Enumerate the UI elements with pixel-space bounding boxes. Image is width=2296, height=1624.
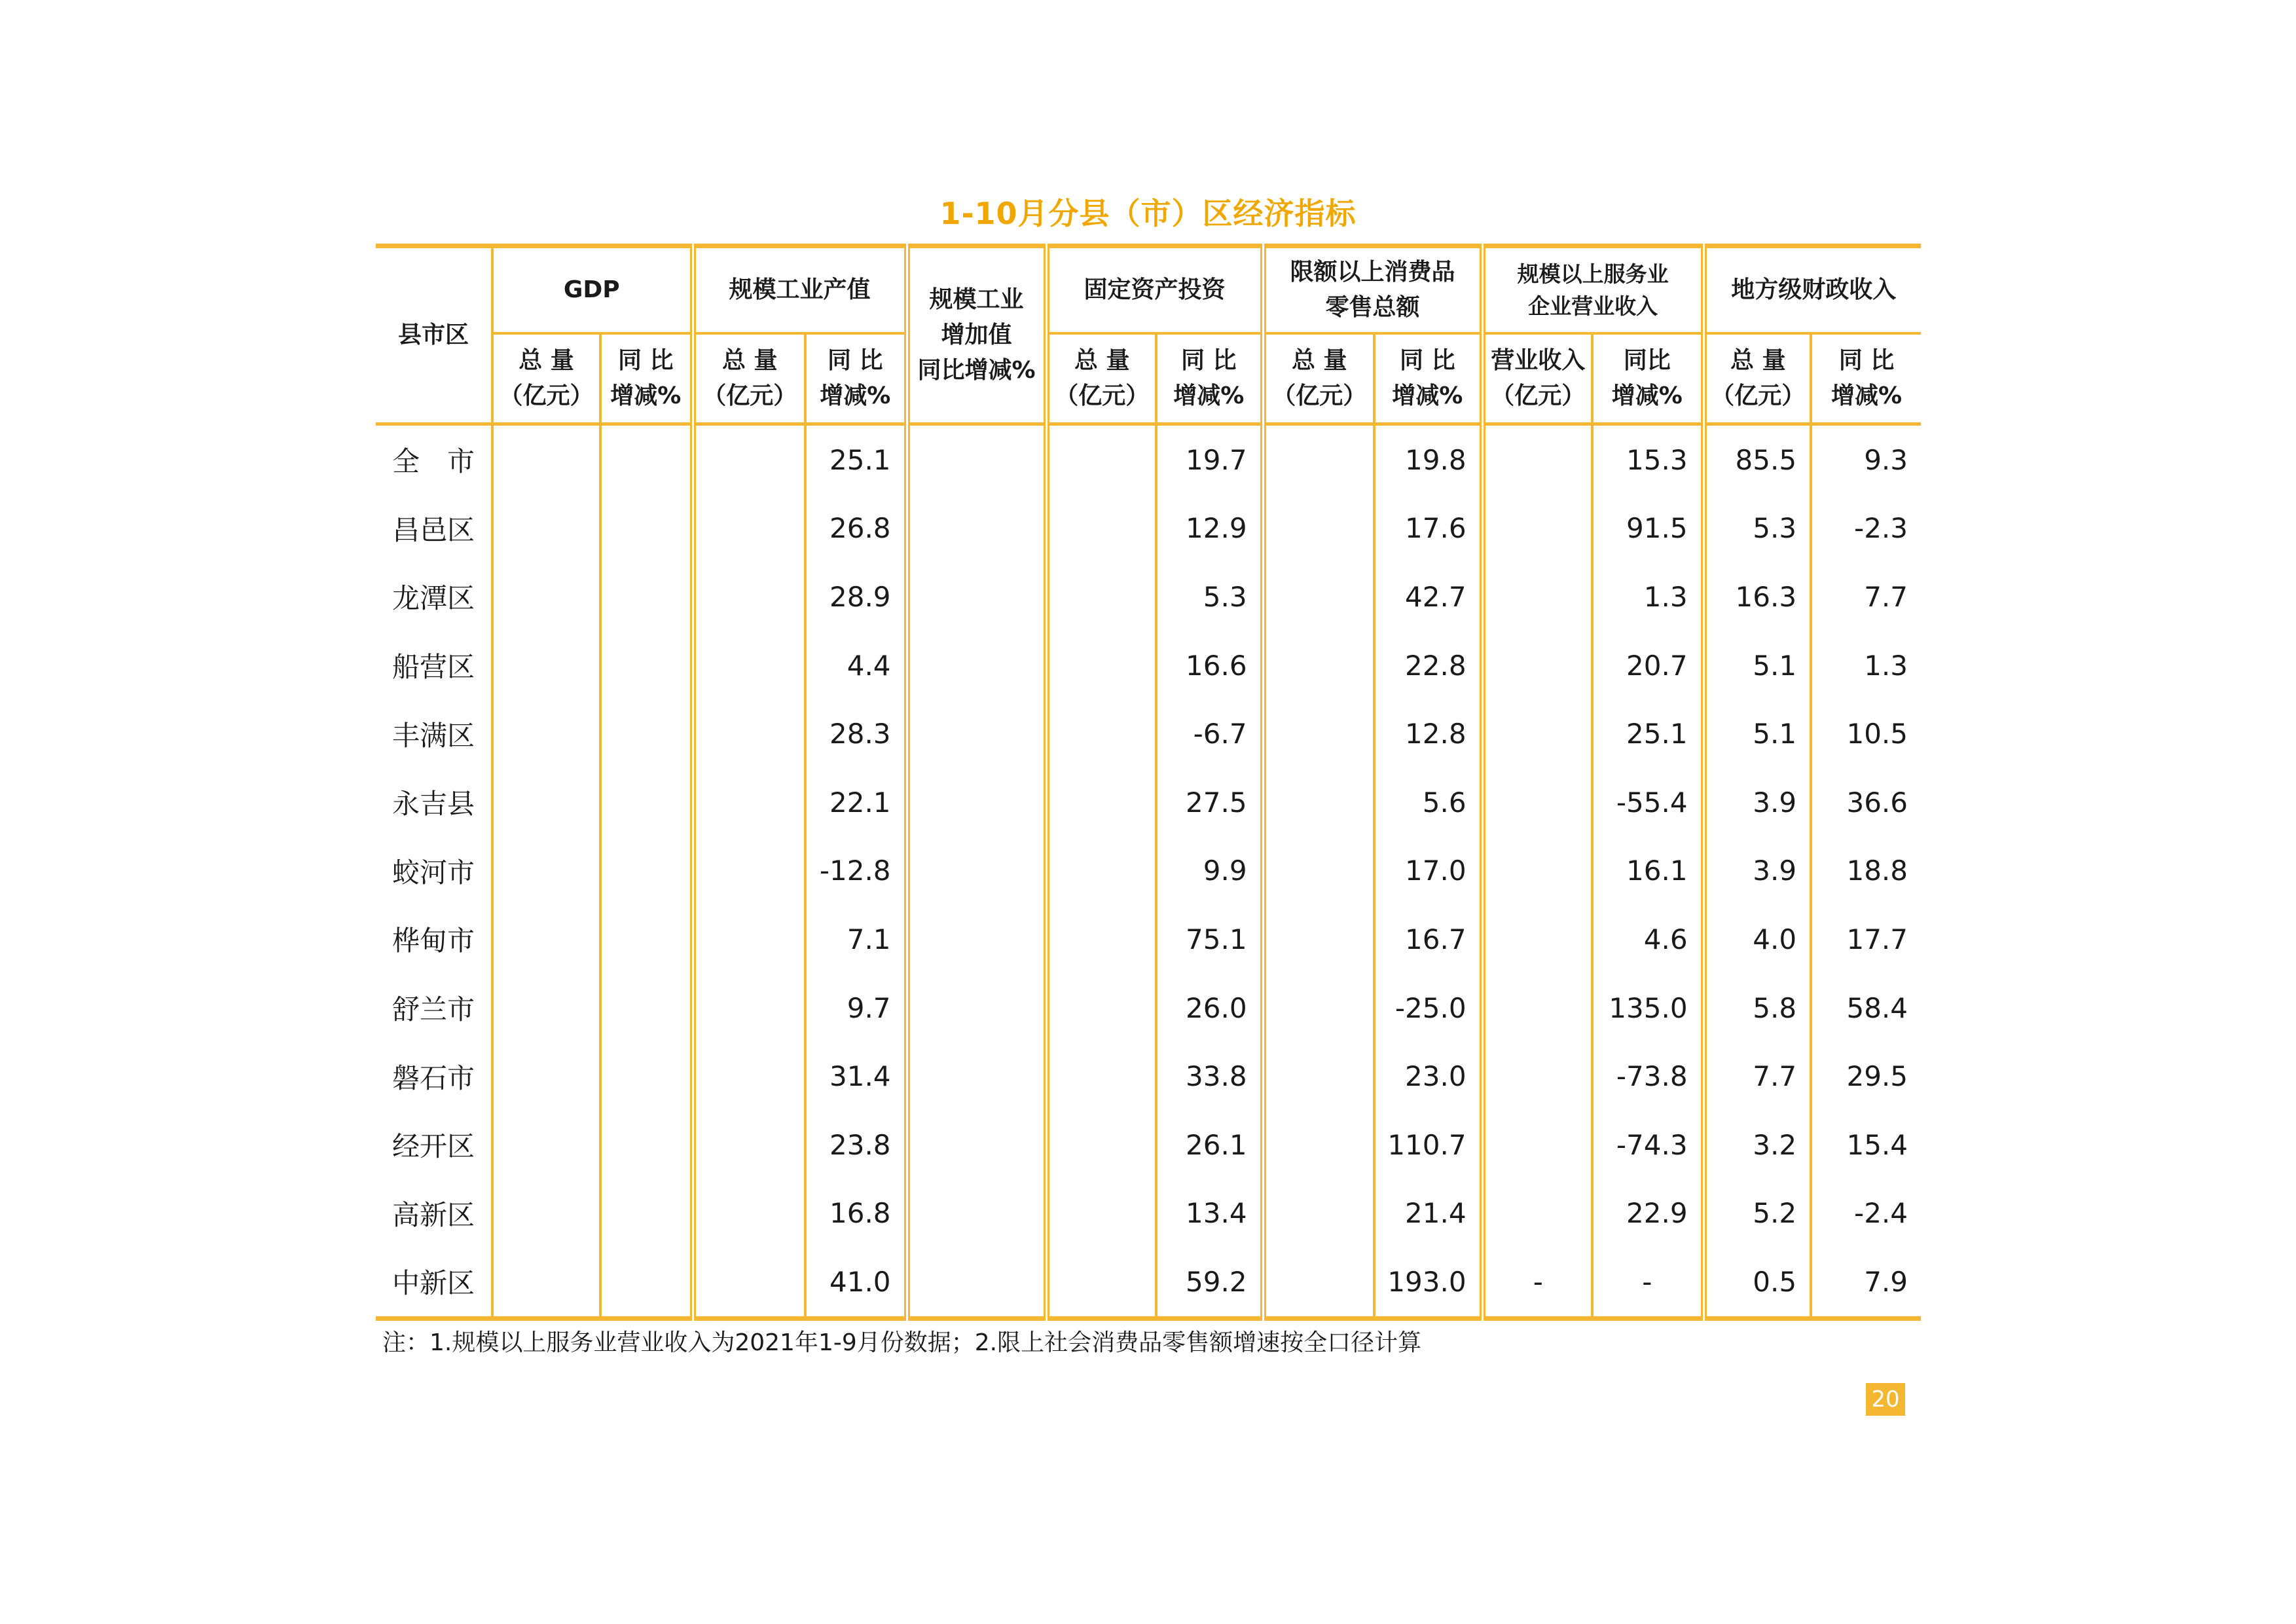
empty-cell <box>1263 563 1374 631</box>
empty-cell <box>492 1042 600 1111</box>
empty-cell <box>907 699 1046 768</box>
value-cell: 5.3 <box>1156 563 1263 631</box>
region-cell: 中新区 <box>376 1247 492 1318</box>
empty-cell <box>693 837 805 906</box>
value-cell: 1.3 <box>1864 649 1908 682</box>
empty-cell <box>600 768 693 837</box>
empty-cell <box>492 905 600 974</box>
value-cell: 16.3 <box>1704 563 1811 631</box>
value-cell: 5.1 <box>1704 631 1811 700</box>
value-cell: 16.8 <box>805 1179 907 1248</box>
value-cell: 1.3 <box>1592 563 1704 631</box>
table-row <box>376 1111 1921 1179</box>
empty-cell <box>693 974 805 1043</box>
header-industrial-added: 规模工业 增加值 同比增减% <box>907 246 1046 424</box>
empty-cell <box>1046 563 1156 631</box>
region-cell: 船营区 <box>376 631 492 700</box>
empty-cell <box>1046 699 1156 768</box>
region-cell: 全 市 <box>376 424 492 494</box>
value-cell: 7.9 <box>1811 1247 1921 1318</box>
value-cell: 5.8 <box>1704 974 1811 1043</box>
header-industrial-output: 规模工业产值 <box>693 246 907 334</box>
empty-cell <box>600 424 693 494</box>
table-row <box>376 1042 1921 1111</box>
empty-cell <box>600 1111 693 1179</box>
table-row <box>376 837 1921 906</box>
empty-cell <box>1046 974 1156 1043</box>
value-cell: 22.9 <box>1592 1179 1704 1248</box>
header-retail-sales: 限额以上消费品 零售总额 <box>1263 246 1482 334</box>
empty-cell <box>1046 905 1156 974</box>
value-cell: 27.5 <box>1156 768 1263 837</box>
empty-cell <box>1263 1042 1374 1111</box>
value-cell <box>1482 631 1592 700</box>
empty-cell <box>1263 974 1374 1043</box>
subheader-total: 总 量 （亿元） <box>693 333 805 424</box>
page-title: 1-10月分县（市）区经济指标 <box>939 196 1357 231</box>
value-cell: 28.3 <box>805 699 907 768</box>
subheader-total: 总 量 （亿元） <box>1704 333 1811 424</box>
empty-cell <box>907 1042 1046 1111</box>
empty-cell <box>600 631 693 700</box>
empty-cell <box>907 905 1046 974</box>
header-region: 县市区 <box>376 246 492 424</box>
value-cell: -6.7 <box>1156 699 1263 768</box>
empty-cell <box>600 494 693 563</box>
value-cell <box>1482 905 1592 974</box>
empty-cell <box>492 768 600 837</box>
empty-cell <box>600 699 693 768</box>
value-cell: 5.1 <box>1704 699 1811 768</box>
empty-cell <box>693 631 805 700</box>
empty-cell <box>693 1111 805 1179</box>
empty-cell <box>1046 1179 1156 1248</box>
empty-cell <box>907 974 1046 1043</box>
value-cell: 19.8 <box>1374 424 1482 494</box>
value-cell: 10.5 <box>1846 718 1908 750</box>
value-cell: - <box>1482 1247 1592 1318</box>
region-cell: 磐石市 <box>376 1042 492 1111</box>
table-row <box>376 494 1921 563</box>
region-cell: 经开区 <box>376 1111 492 1179</box>
subheader-total: 总 量 （亿元） <box>492 333 600 424</box>
value-cell: 17.0 <box>1374 837 1482 906</box>
value-cell: 4.0 <box>1704 905 1811 974</box>
empty-cell <box>693 1247 805 1318</box>
value-cell <box>1482 768 1592 837</box>
value-cell: -2.3 <box>1854 512 1908 545</box>
table-row <box>376 699 1921 768</box>
value-cell <box>1482 494 1592 563</box>
header-fixed-investment: 固定资产投资 <box>1046 246 1263 334</box>
empty-cell <box>907 1111 1046 1179</box>
header-gdp: GDP <box>492 246 693 334</box>
empty-cell <box>1046 631 1156 700</box>
table-row <box>376 1247 1921 1318</box>
value-cell: 4.6 <box>1592 905 1704 974</box>
table-row <box>376 631 1921 700</box>
page-number: 20 <box>1866 1383 1905 1416</box>
empty-cell <box>1046 424 1156 494</box>
table-body <box>376 424 1921 1319</box>
empty-cell <box>693 699 805 768</box>
subheader-total: 总 量 （亿元） <box>1263 333 1374 424</box>
value-cell: 12.8 <box>1374 699 1482 768</box>
value-cell: 26.1 <box>1156 1111 1263 1179</box>
empty-cell <box>600 1042 693 1111</box>
value-cell: 16.6 <box>1156 631 1263 700</box>
value-cell: 9.9 <box>1156 837 1263 906</box>
value-cell: 21.4 <box>1374 1179 1482 1248</box>
empty-cell <box>1263 494 1374 563</box>
empty-cell <box>492 974 600 1043</box>
value-cell: -73.8 <box>1592 1042 1704 1111</box>
empty-cell <box>1263 1179 1374 1248</box>
value-cell: 4.4 <box>805 631 907 700</box>
empty-cell <box>492 699 600 768</box>
region-cell: 蛟河市 <box>376 837 492 906</box>
empty-cell <box>1263 1111 1374 1179</box>
value-cell: 5.2 <box>1704 1179 1811 1248</box>
value-cell: 5.6 <box>1374 768 1482 837</box>
value-cell <box>1482 1179 1592 1248</box>
value-cell <box>1482 974 1592 1043</box>
value-cell: 17.7 <box>1846 923 1908 955</box>
region-cell: 高新区 <box>376 1179 492 1248</box>
empty-cell <box>693 424 805 494</box>
empty-cell <box>1046 1042 1156 1111</box>
table-row <box>376 974 1921 1043</box>
empty-cell <box>600 1247 693 1318</box>
value-cell <box>1482 424 1592 494</box>
value-cell: 33.8 <box>1156 1042 1263 1111</box>
value-cell: 20.7 <box>1592 631 1704 700</box>
subheader-yoy: 同 比 增减% <box>1811 333 1921 424</box>
value-cell: -2.4 <box>1854 1197 1908 1230</box>
value-cell: 29.5 <box>1846 1060 1908 1093</box>
empty-cell <box>907 563 1046 631</box>
value-cell: 26.8 <box>805 494 907 563</box>
empty-cell <box>907 631 1046 700</box>
subheader-total: 总 量 （亿元） <box>1046 333 1156 424</box>
value-cell: 91.5 <box>1592 494 1704 563</box>
value-cell: 7.1 <box>805 905 907 974</box>
empty-cell <box>492 1179 600 1248</box>
region-cell: 龙潭区 <box>376 563 492 631</box>
value-cell: -25.0 <box>1374 974 1482 1043</box>
empty-cell <box>1263 631 1374 700</box>
value-cell: 85.5 <box>1704 424 1811 494</box>
value-cell: -55.4 <box>1592 768 1704 837</box>
empty-cell <box>1263 837 1374 906</box>
empty-cell <box>907 1179 1046 1248</box>
value-cell: 36.6 <box>1846 786 1908 819</box>
table-row <box>376 905 1921 974</box>
value-cell: 22.8 <box>1374 631 1482 700</box>
value-cell: 31.4 <box>805 1042 907 1111</box>
header-service-revenue: 规模以上服务业 企业营业收入 <box>1482 246 1704 334</box>
empty-cell <box>600 905 693 974</box>
value-cell: 41.0 <box>805 1247 907 1318</box>
value-cell: 22.1 <box>805 768 907 837</box>
value-cell: 3.2 <box>1704 1111 1811 1179</box>
value-cell: 3.9 <box>1704 768 1811 837</box>
value-cell: 25.1 <box>805 424 907 494</box>
empty-cell <box>1046 1111 1156 1179</box>
value-cell: 25.1 <box>1592 699 1704 768</box>
table-row <box>376 563 1921 631</box>
empty-cell <box>907 837 1046 906</box>
empty-cell <box>693 494 805 563</box>
value-cell <box>1482 563 1592 631</box>
value-cell: 23.8 <box>805 1111 907 1179</box>
value-cell: 193.0 <box>1374 1247 1482 1318</box>
empty-cell <box>1046 494 1156 563</box>
value-cell: 19.7 <box>1156 424 1263 494</box>
table-row <box>376 768 1921 837</box>
subheader-revenue: 营业收入 （亿元） <box>1482 333 1592 424</box>
value-cell: -74.3 <box>1592 1111 1704 1179</box>
empty-cell <box>1263 424 1374 494</box>
value-cell <box>1482 1111 1592 1179</box>
empty-cell <box>693 905 805 974</box>
empty-cell <box>492 1111 600 1179</box>
region-cell: 昌邑区 <box>376 494 492 563</box>
value-cell: 16.1 <box>1592 837 1704 906</box>
value-cell: 42.7 <box>1374 563 1482 631</box>
empty-cell <box>1263 1247 1374 1318</box>
value-cell: 23.0 <box>1374 1042 1482 1111</box>
subheader-yoy: 同 比 增减% <box>805 333 907 424</box>
value-cell: 12.9 <box>1156 494 1263 563</box>
value-cell: 0.5 <box>1704 1247 1811 1318</box>
empty-cell <box>492 837 600 906</box>
region-cell: 桦甸市 <box>376 905 492 974</box>
empty-cell <box>1046 768 1156 837</box>
value-cell <box>1482 1042 1592 1111</box>
empty-cell <box>492 424 600 494</box>
empty-cell <box>600 837 693 906</box>
header-fiscal-revenue: 地方级财政收入 <box>1704 246 1921 334</box>
region-cell: 舒兰市 <box>376 974 492 1043</box>
empty-cell <box>693 1179 805 1248</box>
value-cell: 9.7 <box>805 974 907 1043</box>
empty-cell <box>492 563 600 631</box>
empty-cell <box>600 563 693 631</box>
value-cell: 110.7 <box>1374 1111 1482 1179</box>
empty-cell <box>693 563 805 631</box>
empty-cell <box>907 424 1046 494</box>
empty-cell <box>1263 768 1374 837</box>
value-cell: 15.3 <box>1592 424 1704 494</box>
empty-cell <box>600 974 693 1043</box>
value-cell: -12.8 <box>805 837 907 906</box>
value-cell: 26.0 <box>1156 974 1263 1043</box>
value-cell: 28.9 <box>805 563 907 631</box>
value-cell <box>1482 837 1592 906</box>
empty-cell <box>1046 837 1156 906</box>
value-cell <box>1482 699 1592 768</box>
value-cell: 3.9 <box>1704 837 1811 906</box>
value-cell: - <box>1592 1247 1704 1318</box>
region-cell: 丰满区 <box>376 699 492 768</box>
subheader-yoy: 同 比 增减% <box>1374 333 1482 424</box>
empty-cell <box>492 1247 600 1318</box>
value-cell: 59.2 <box>1156 1247 1263 1318</box>
value-cell: 15.4 <box>1846 1128 1908 1161</box>
value-cell: 5.3 <box>1704 494 1811 563</box>
table-row <box>376 424 1921 494</box>
subheader-yoy: 同比 增减% <box>1592 333 1704 424</box>
economic-indicators-table <box>376 244 1921 1321</box>
value-cell: 13.4 <box>1156 1179 1263 1248</box>
value-cell: 17.6 <box>1374 494 1482 563</box>
empty-cell <box>1046 1247 1156 1318</box>
empty-cell <box>693 1042 805 1111</box>
empty-cell <box>600 1179 693 1248</box>
value-cell: 7.7 <box>1704 1042 1811 1111</box>
empty-cell <box>907 494 1046 563</box>
footnote: 注：1.规模以上服务业营业收入为2021年1-9月份数据；2.限上社会消费品零售额增速按全口径计算 <box>382 1329 1422 1356</box>
empty-cell <box>492 631 600 700</box>
subheader-yoy: 同 比 增减% <box>1156 333 1263 424</box>
empty-cell <box>1263 699 1374 768</box>
value-cell: 7.7 <box>1864 580 1908 613</box>
value-cell: 18.8 <box>1846 855 1908 887</box>
table-row <box>376 1179 1921 1248</box>
value-cell: 16.7 <box>1374 905 1482 974</box>
value-cell: 135.0 <box>1592 974 1704 1043</box>
value-cell: 75.1 <box>1156 905 1263 974</box>
empty-cell <box>907 1247 1046 1318</box>
empty-cell <box>693 768 805 837</box>
value-cell: 9.3 <box>1864 443 1908 476</box>
empty-cell <box>492 494 600 563</box>
region-cell: 永吉县 <box>376 768 492 837</box>
subheader-yoy: 同 比 增减% <box>600 333 693 424</box>
value-cell: 58.4 <box>1846 991 1908 1024</box>
empty-cell <box>907 768 1046 837</box>
empty-cell <box>1263 905 1374 974</box>
